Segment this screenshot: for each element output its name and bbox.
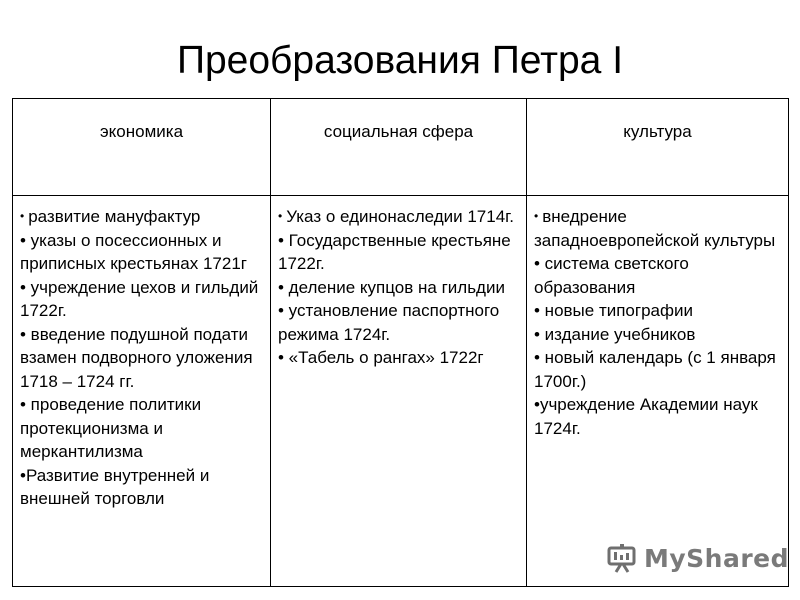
list-item: • деление купцов на гильдии — [278, 277, 505, 297]
slide-title: Преобразования Петра I — [176, 39, 624, 82]
list-item: • «Табель о рангах» 1722г — [278, 348, 484, 367]
list-item-text: Указ о единонаследии 1714г. — [286, 207, 514, 226]
bullet-icon: • — [534, 209, 539, 223]
list-item — [20, 205, 261, 229]
culture-cell — [527, 196, 789, 587]
header-economy: экономика — [13, 99, 271, 196]
bullet-icon: • — [20, 209, 25, 223]
list-item: • Государственные крестьяне 1722г. — [278, 230, 511, 273]
list-item — [534, 205, 779, 252]
bullet-icon: • — [278, 209, 283, 223]
list-item: • учреждение цехов и гильдий 1722г. — [20, 277, 259, 320]
table-body-row — [13, 196, 789, 587]
list-item: •учреждение Академии наук — [534, 395, 758, 414]
list-item-text: развитие мануфактур — [28, 207, 201, 226]
economy-cell — [13, 196, 271, 587]
list-item — [278, 205, 517, 229]
header-culture: культура — [527, 99, 789, 196]
myshared-watermark — [606, 540, 790, 576]
list-item: • издание учебников — [534, 324, 696, 344]
list-item: • система светского образования — [534, 254, 689, 297]
list-item: • новый календарь (с 1 января 1700г.) — [534, 348, 776, 391]
presentation-board-icon — [606, 543, 638, 573]
table-header-row — [13, 99, 789, 196]
reforms-table — [12, 98, 789, 587]
list-item: 1724г. — [534, 418, 581, 438]
header-social-sphere: социальная сфера — [271, 99, 527, 196]
list-item: • указы о посессионных и приписных крестьянах 1721г — [20, 230, 247, 273]
list-item: • новые типографии — [534, 301, 693, 320]
list-item-text: внедрение западноевропейской культуры — [534, 207, 776, 250]
list-item: • проведение политики протекционизма и меркантилизма — [20, 395, 202, 461]
social-sphere-cell — [271, 196, 527, 587]
myshared-brand-text: MyShared — [644, 543, 790, 573]
list-item: • введение подушной подати взамен подворного уложения 1718 – 1724 гг. — [20, 324, 253, 391]
list-item: • установление паспортного режима 1724г. — [278, 301, 500, 344]
list-item: •Развитие внутренней и внешней торговли — [20, 465, 210, 508]
